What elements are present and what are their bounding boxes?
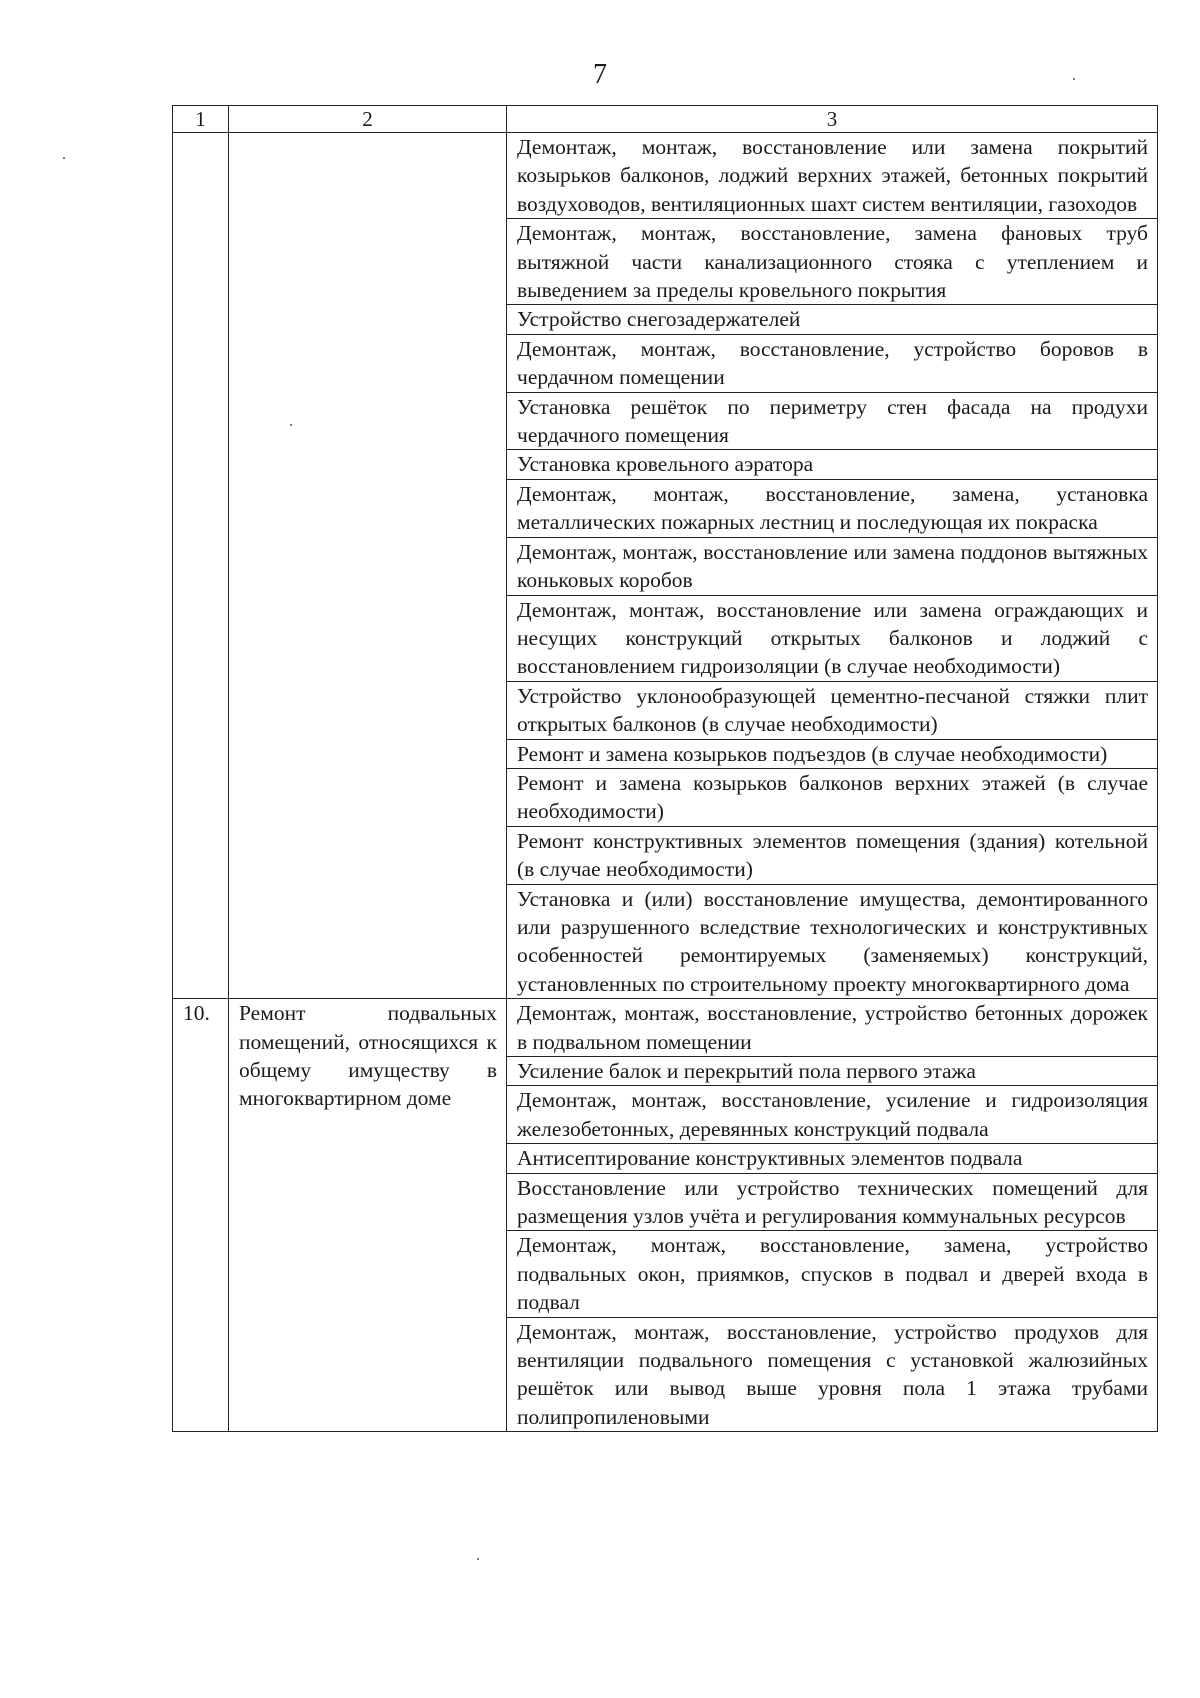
row-number-cell-empty <box>173 133 229 999</box>
column-header-2: 2 <box>229 106 507 133</box>
work-item: Демонтаж, монтаж, восстановление, устройство бетонных дорожек в подвальном помещении <box>507 999 1158 1057</box>
page-number: 7 <box>593 59 607 90</box>
scan-speck <box>1073 78 1075 80</box>
work-item: Демонтаж, монтаж, восстановление или замена покрытий козырьков балконов, лоджий верхних этажей, бетонных покрытий воздуховодов, вентиляционных шахт систем вентиляции, газоходов <box>507 133 1158 219</box>
work-item: Демонтаж, монтаж, восстановление, усиление и гидроизоляция железобетонных, деревянных конструкций подвала <box>507 1086 1158 1144</box>
scan-speck <box>63 157 65 159</box>
work-item: Установка кровельного аэратора <box>507 450 1158 479</box>
work-item: Демонтаж, монтаж, восстановление, устройство продухов для вентиляции подвального помещения с установкой жалюзийных решёток или вывод выше уровня пола 1 этажа трубами полипропиленовыми <box>507 1317 1158 1432</box>
work-item: Восстановление или устройство технических помещений для размещения узлов учёта и регулирования коммунальных ресурсов <box>507 1173 1158 1231</box>
work-item: Устройство снегозадержателей <box>507 305 1158 334</box>
work-item: Усиление балок и перекрытий пола первого этажа <box>507 1057 1158 1086</box>
work-item: Установка решёток по периметру стен фасада на продухи чердачного помещения <box>507 392 1158 450</box>
column-header-3: 3 <box>507 106 1158 133</box>
section-title: Ремонт подвальных помещений, относящихся к общему имуществу в многоквартирном доме <box>229 999 507 1432</box>
work-item: Демонтаж, монтаж, восстановление, замена, устройство подвальных окон, приямков, спусков в подвал и дверей входа в подвал <box>507 1231 1158 1317</box>
work-item: Ремонт и замена козырьков балконов верхних этажей (в случае необходимости) <box>507 768 1158 826</box>
work-item: Антисептирование конструктивных элементов подвала <box>507 1144 1158 1173</box>
work-item: Демонтаж, монтаж, восстановление, замена, установка металлических пожарных лестниц и последующая их покраска <box>507 479 1158 537</box>
table-header-row <box>173 106 1158 133</box>
work-item: Демонтаж, монтаж, восстановление, устройство боровов в чердачном помещении <box>507 334 1158 392</box>
section-number: 10. <box>173 999 229 1432</box>
section-title-cell-empty <box>229 133 507 999</box>
work-item: Демонтаж, монтаж, восстановление или замена поддонов вытяжных коньковых коробов <box>507 537 1158 595</box>
work-item: Ремонт конструктивных элементов помещения (здания) котельной (в случае необходимости) <box>507 826 1158 884</box>
work-item: Демонтаж, монтаж, восстановление или замена ограждающих и несущих конструкций открытых балконов и лоджий с восстановлением гидроизоляции (в случае необходимости) <box>507 595 1158 681</box>
column-header-1: 1 <box>173 106 229 133</box>
work-item: Устройство уклонообразующей цементно-песчаной стяжки плит открытых балконов (в случае необходимости) <box>507 681 1158 739</box>
table-row <box>173 999 1158 1057</box>
table-row <box>173 133 1158 219</box>
work-item: Ремонт и замена козырьков подъездов (в случае необходимости) <box>507 739 1158 768</box>
works-table <box>172 105 1158 1432</box>
scan-speck <box>477 1558 479 1560</box>
work-item: Установка и (или) восстановление имущества, демонтированного или разрушенного вследствие технологических и конструктивных особенностей ремонтируемых (заменяемых) конструкций, установленных по строительному проекту многоквартирного дома <box>507 884 1158 999</box>
work-item: Демонтаж, монтаж, восстановление, замена фановых труб вытяжной части канализационного стояка с утеплением и выведением за пределы кровельного покрытия <box>507 219 1158 305</box>
